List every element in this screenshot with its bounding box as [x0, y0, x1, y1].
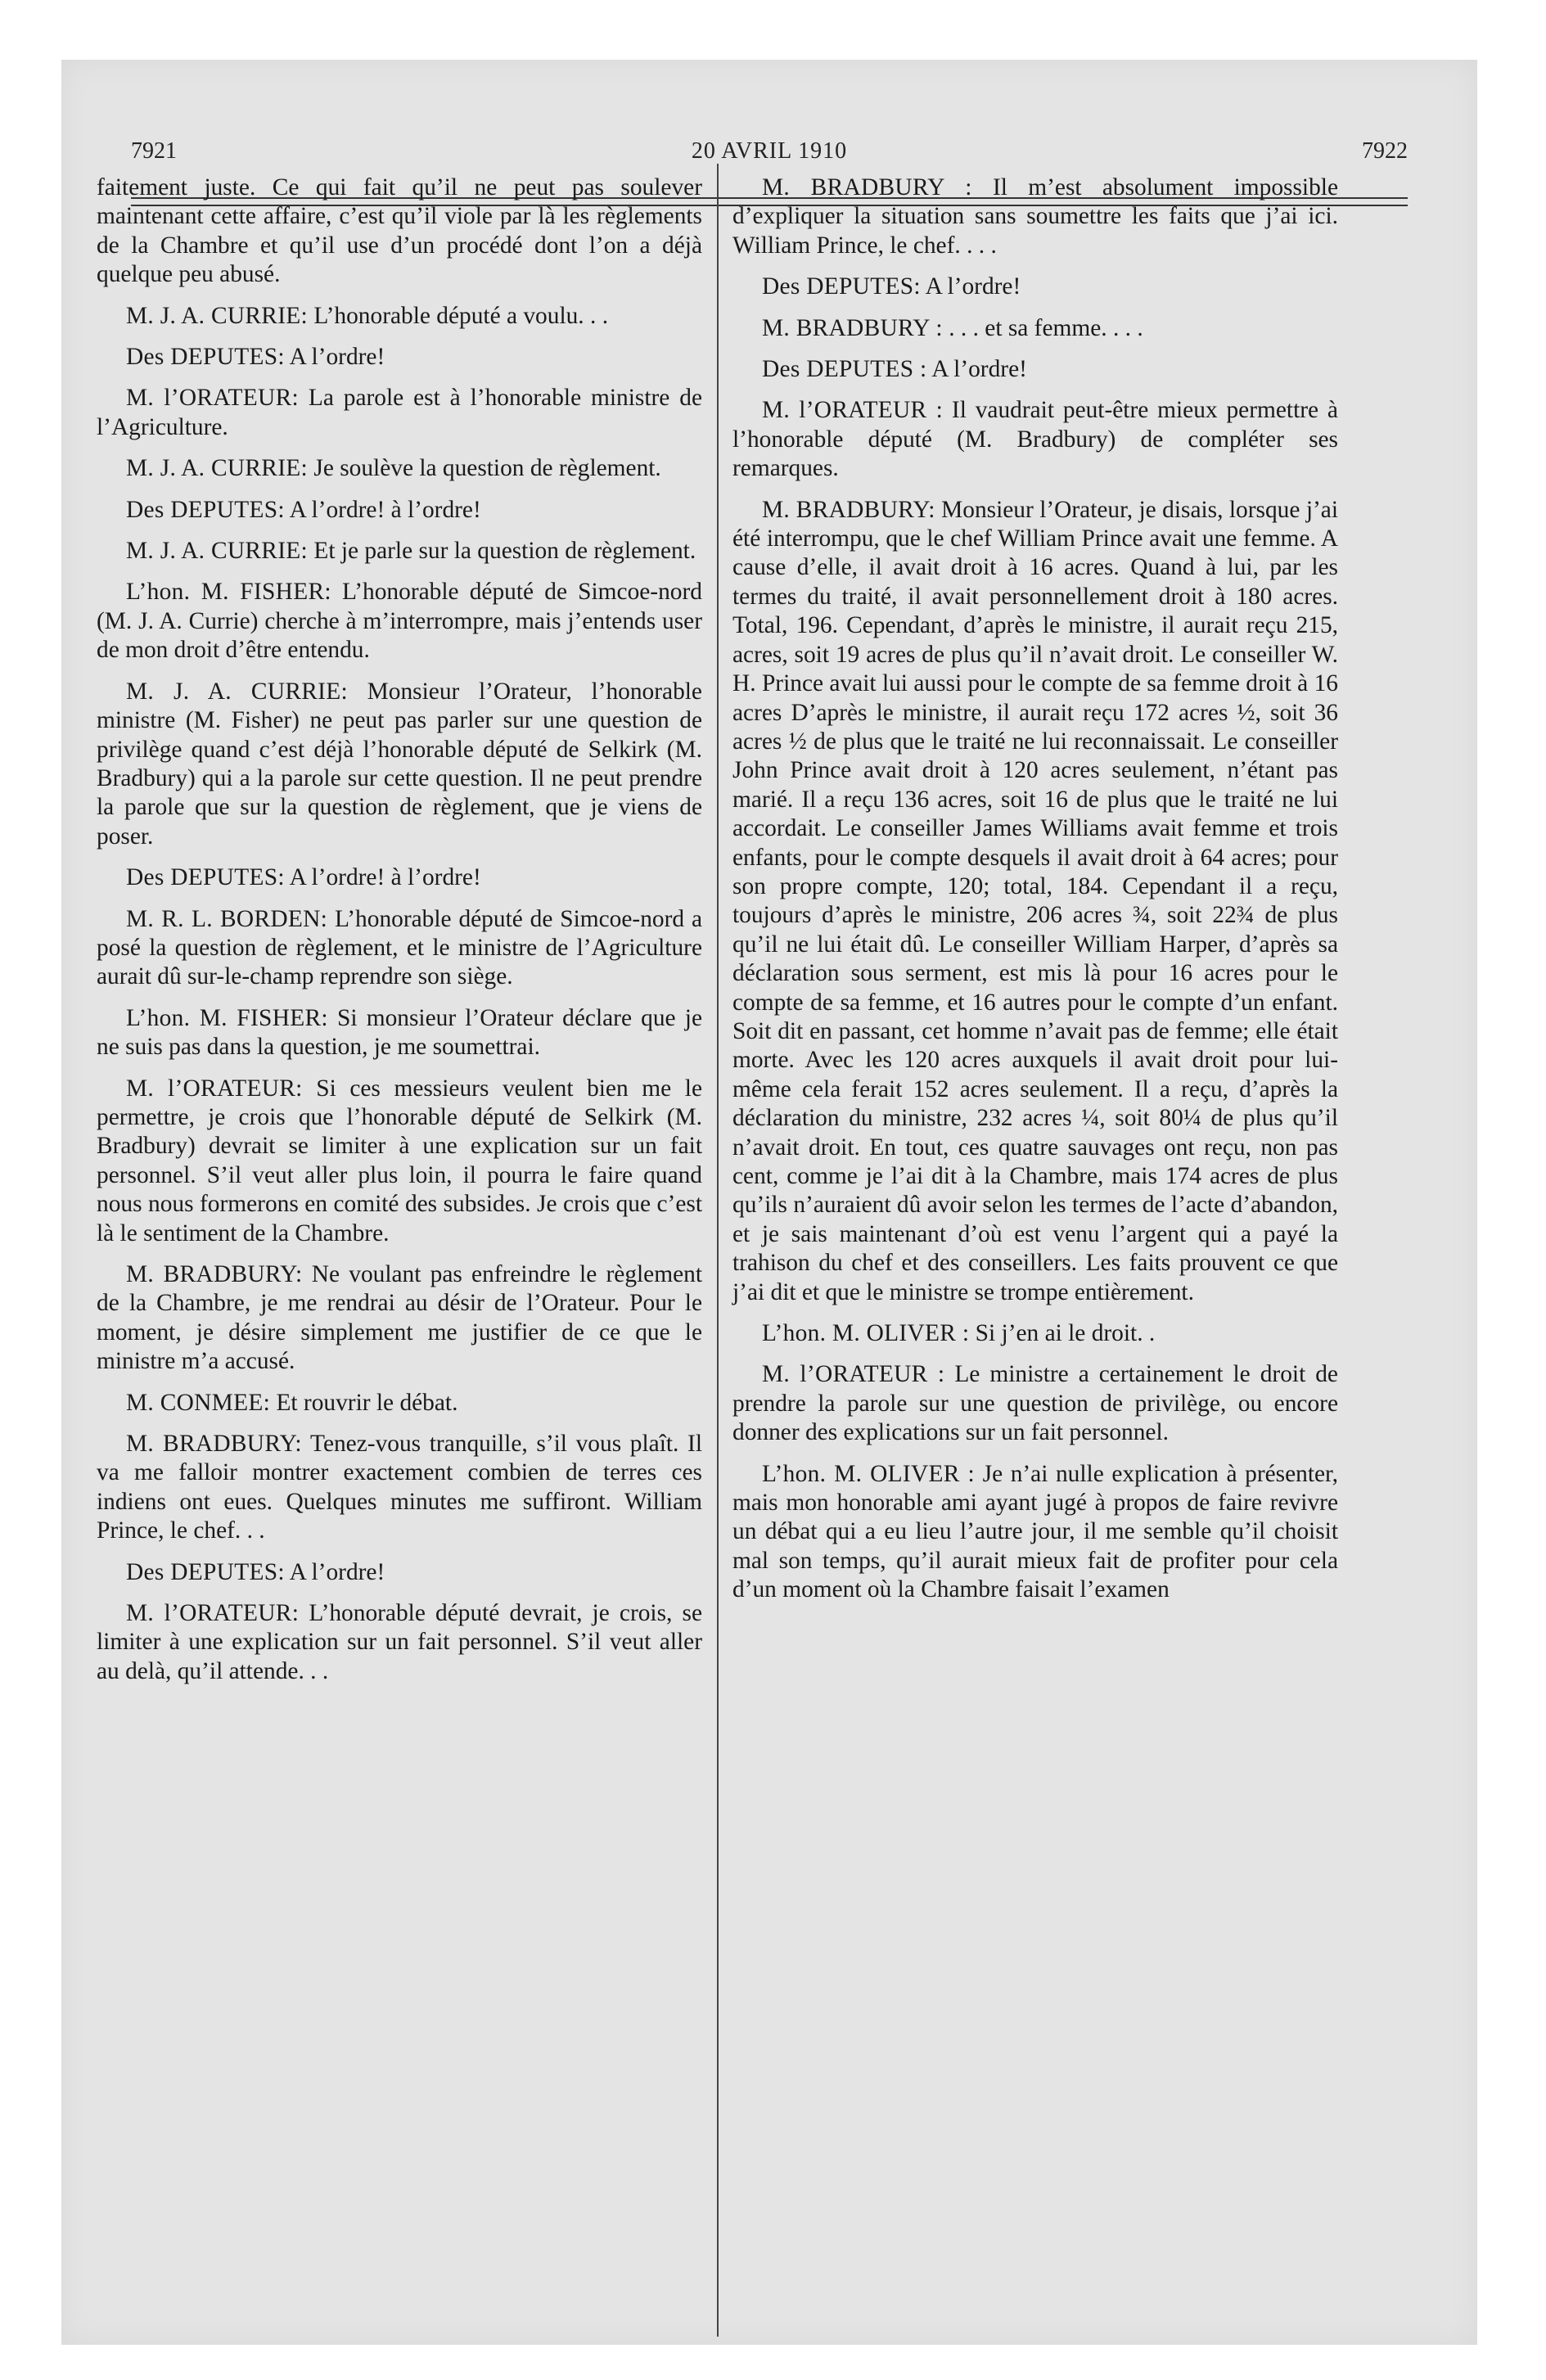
- paragraph-text: L’honorable député devrait, je crois, se limiter à une explication sur un fait personnel. S’il veut aller au delà, qu’il attende. . .: [97, 1600, 702, 1684]
- paragraph: [97, 1260, 702, 1377]
- speaker-name: L’hon. M. OLIVER :: [762, 1460, 976, 1487]
- paragraph: [732, 273, 1338, 301]
- speaker-name: Des DEPUTES:: [126, 496, 285, 523]
- speaker-name: M. l’ORATEUR:: [126, 385, 299, 412]
- speaker-name: M. J. A. CURRIE:: [126, 455, 309, 482]
- speaker-name: M. BRADBURY:: [126, 1431, 302, 1458]
- speaker-name: M. CONMEE:: [126, 1389, 271, 1416]
- paragraph-text: L’honorable député de Simcoe-nord a posé la question de règlement, et le ministre de l’Agriculture aurait dû sur-le-champ reprendre son siège.: [97, 905, 702, 990]
- paragraph: [97, 1389, 702, 1418]
- paragraph-text: . . . et sa femme. . . .: [949, 314, 1143, 341]
- paragraph-text: A l’ordre!: [931, 356, 1027, 383]
- paragraph-text: Monsieur l’Orateur, l’honorable ministre (M. Fisher) ne peut pas parler sur une question de privilège quand c’est déjà l’honorable député de Selkirk (M. Bradbury) qui a la parole sur cette question. Il ne peut prendre la parole que sur la question de règlement, que je viens de poser.: [97, 678, 702, 850]
- speaker-name: Des DEPUTES:: [126, 864, 285, 891]
- paragraph: [732, 1460, 1338, 1605]
- speaker-name: M. R. L. BORDEN:: [126, 905, 328, 932]
- speaker-name: Des DEPUTES:: [126, 1558, 285, 1585]
- paragraph: [97, 678, 702, 851]
- paragraph: [97, 578, 702, 665]
- paragraph-text: Tenez-vous tranquille, s’il vous plaît. Il va me falloir montrer exactement combien de terres ces indiens ont eues. Quelques minutes me suffiront. William Prince, le chef. . .: [97, 1431, 702, 1544]
- paragraph: [97, 496, 702, 525]
- paragraph: [97, 384, 702, 442]
- paragraph: [97, 1075, 702, 1248]
- paragraph-text: Je soulève la question de règlement.: [313, 455, 661, 482]
- paragraph: [97, 1558, 702, 1587]
- paragraph: [732, 1360, 1338, 1447]
- speaker-name: M. J. A. CURRIE:: [126, 302, 309, 329]
- paragraph-text: L’honorable député a voulu. . .: [313, 302, 609, 329]
- paragraph-text: A l’ordre!: [925, 273, 1021, 300]
- paragraph: [97, 343, 702, 372]
- column-divider: [717, 164, 719, 2337]
- page-number-right: 7922: [1362, 138, 1408, 164]
- paragraph-text: Si monsieur l’Orateur déclare que je ne suis pas dans la question, je me soumettrai.: [97, 1004, 702, 1061]
- speaker-name: L’hon. M. OLIVER :: [762, 1320, 970, 1347]
- page-number-left: 7921: [131, 138, 177, 164]
- paragraph-text: Il m’est absolument impossible d’expliquer la situation sans soumettre les faits que j’ai ici. William Prince, le chef. . . .: [732, 174, 1338, 259]
- speaker-name: M. l’ORATEUR:: [126, 1600, 300, 1627]
- paragraph-text: Si ces messieurs veulent bien me le permettre, je crois que l’honorable député de Selkirk (M. Bradbury) devrait se limiter à une explication sur un fait personnel. S’il veut aller plus loin, il pourra le faire quand nous nous formerons en comité des subsides. Je crois que c’est là le sentiment de la Chambre.: [97, 1075, 702, 1246]
- left-column: [97, 174, 702, 1698]
- paragraph-text: A l’ordre!: [289, 1558, 385, 1585]
- speaker-name: L’hon. M. FISHER:: [126, 579, 331, 606]
- speaker-name: M. J. A. CURRIE:: [126, 678, 348, 705]
- paragraph: [732, 314, 1338, 343]
- speaker-name: L’hon. M. FISHER:: [126, 1004, 328, 1031]
- speaker-name: M. l’ORATEUR:: [126, 1075, 303, 1102]
- paragraph-text: faitement juste. Ce qui fait qu’il ne peut pas soulever maintenant cette affaire, c’est qu’il viole par là les règlements de la Chambre et qu’il use d’un procédé dont l’on a déjà quelque peu abusé.: [97, 174, 702, 288]
- paragraph: [97, 1004, 702, 1062]
- paragraph: [732, 355, 1338, 384]
- paragraph-text: Je n’ai nulle explication à présenter, mais mon honorable ami ayant jugé à propos de faire revivre un débat qui a eu lieu l’autre jour, il me semble qu’il choisit mal son temps, qu’il aurait mieux fait de profiter pour cela d’un moment où la Chambre faisait l’examen: [732, 1460, 1338, 1603]
- speaker-name: M. l’ORATEUR :: [762, 397, 944, 424]
- speaker-name: M. BRADBURY:: [126, 1261, 303, 1287]
- page-header: [131, 138, 1408, 174]
- paragraph-text: Monsieur l’Orateur, je disais, lorsque j’ai été interrompu, que le chef William Prince avait une femme. A cause d’elle, il avait droit à 16 acres. Quand à lui, par les termes du traité, il avait personnellement droit à 180 acres. Total, 196. Cependant, d’après le ministre, il aurait reçu 215, acres, soit 19 acres de plus qu’il n’avait droit. Le conseiller W. H. Prince avait lui aussi pour le compte de sa femme droit à 16 acres D’après le ministre, il aurait reçu 172 acres ½, soit 36 acres ½ de plus que le traité ne lui reconnaissait. Le conseiller John Prince avait droit à 120 acres seulement, n’étant pas marié. Il a reçu 136 acres, soit 16 de plus que le traité ne lui accordait. Le conseiller James Williams avait femme et trois enfants, pour le compte desquels il avait droit à 64 acres; pour son propre compte, 120; total, 184. Cependant il a reçu, toujours d’après le ministre, 206 acres ¾, soit 22¾ de plus qu’il ne lui était dû. Le conseiller William Harper, d’après sa déclaration sous serment, est mis là pour 16 acres pour le compte de sa femme, et 16 autres pour le compte d’un enfant. Soit dit en passant, cet homme n’avait pas de femme; elle était morte. Avec les 120 acres auxquels il avait droit pour lui-même cela ferait 152 acres seulement. Il a reçu, d’après la déclaration du ministre, 232 acres ¼, soit 80¼ de plus qu’il n’avait droit. En tout, ces quatre sauvages ont reçu, non pas cent, comme je l’ai dit à la Chambre, mais 174 acres de plus qu’ils n’auraient dû avoir selon les termes de l’acte d’abandon, et je sais maintenant d’où est venu l’argent qui a payé la trahison du chef et des conseillers. Les faits prouvent ce que j’ai dit et que le ministre se trompe entièrement.: [732, 496, 1338, 1305]
- page-date: 20 AVRIL 1910: [691, 138, 848, 164]
- speaker-name: Des DEPUTES :: [762, 356, 927, 383]
- paragraph-text: L’honorable député de Simcoe-nord (M. J. A. Currie) cherche à m’interrompre, mais j’entends user de mon droit d’être entendu.: [97, 579, 702, 664]
- speaker-name: M. BRADBURY:: [762, 496, 935, 523]
- paragraph: [97, 302, 702, 331]
- paragraph: [732, 396, 1338, 483]
- speaker-name: Des DEPUTES:: [126, 344, 285, 371]
- speaker-name: Des DEPUTES:: [762, 273, 921, 300]
- paragraph: [97, 1430, 702, 1546]
- paragraph: [732, 496, 1338, 1307]
- paragraph: [97, 537, 702, 566]
- paragraph-text: A l’ordre!: [289, 344, 385, 371]
- paragraph-text: A l’ordre! à l’ordre!: [289, 864, 481, 891]
- paragraph: [97, 174, 702, 290]
- paragraph: [97, 454, 702, 483]
- paragraph-text: Ne voulant pas enfreindre le règlement de la Chambre, je me rendrai au désir de l’Orateur. Pour le moment, je désire simplement me justifier de ce que le ministre m’a accusé.: [97, 1261, 702, 1375]
- paragraph-text: A l’ordre! à l’ordre!: [289, 496, 481, 523]
- paragraph-text: Le ministre a certainement le droit de prendre la parole sur une question de privilège, ou encore donner des explications sur un fait personnel.: [732, 1361, 1338, 1446]
- speaker-name: M. J. A. CURRIE:: [126, 538, 309, 565]
- speaker-name: M. l’ORATEUR :: [762, 1361, 945, 1388]
- paragraph: [97, 905, 702, 992]
- paragraph: [732, 174, 1338, 260]
- paragraph: [97, 1599, 702, 1686]
- paragraph-text: La parole est à l’honorable ministre de l’Agriculture.: [97, 385, 702, 440]
- speaker-name: M. BRADBURY :: [762, 174, 972, 201]
- paragraph-text: Si j’en ai le droit. .: [975, 1320, 1156, 1347]
- paragraph: [97, 863, 702, 892]
- paragraph-text: Il vaudrait peut-être mieux permettre à l’honorable député (M. Bradbury) de compléter ses remarques.: [732, 397, 1338, 482]
- paragraph: [732, 1319, 1338, 1348]
- paragraph-text: Et je parle sur la question de règlement.: [313, 538, 696, 565]
- right-column: [732, 174, 1338, 1617]
- speaker-name: M. BRADBURY :: [762, 314, 943, 341]
- paragraph-text: Et rouvrir le débat.: [276, 1389, 458, 1416]
